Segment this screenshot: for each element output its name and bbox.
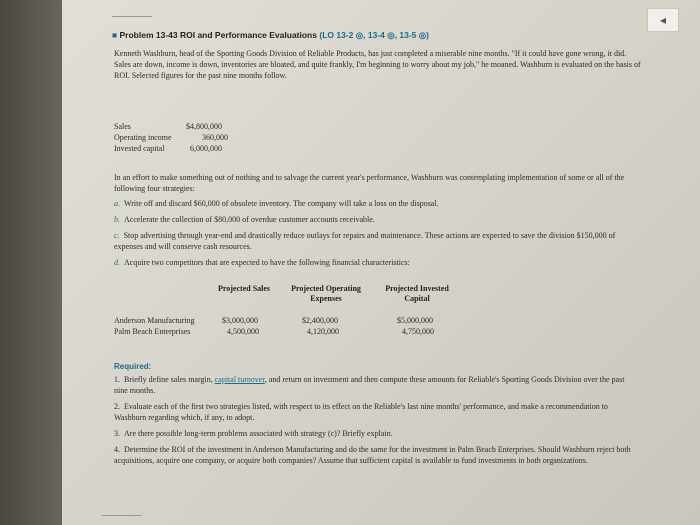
- figure-value: 6,000,000: [190, 144, 222, 153]
- problem-title: Problem 13-43 ROI and Performance Evaluations: [119, 30, 317, 40]
- table-header: Projected Operating Expenses: [291, 284, 361, 303]
- requirement-item: 2. Evaluate each of the first two strategies listed, with respect to its effect on the Reliable's last nine months' performance, and make a recommendation to Washburn regarding which, if any, to adopt.: [114, 402, 608, 422]
- table-row-name: Anderson Manufacturing: [114, 316, 195, 325]
- strategy-item: d. Acquire two competitors that are expected to have the following financial characteristics:: [114, 258, 410, 267]
- requirement-item: 4. Determine the ROI of the investment in Anderson Manufacturing and do the same for the investment in Palm Beach Enterprises. Should Washburn reject both acquisitions, acquire one company, or acquire both companies? Assume that sufficient capital is available to fund investments in both organizations.: [114, 445, 631, 465]
- divider: [102, 515, 142, 516]
- expand-icon[interactable]: ◂: [647, 8, 679, 32]
- figure-value: $4,800,000: [186, 122, 222, 131]
- problem-heading: [112, 30, 429, 41]
- figure-label: Invested capital: [114, 144, 165, 153]
- figure-label: Operating income: [114, 133, 172, 142]
- table-cell: $3,000,000: [222, 316, 258, 325]
- figure-label: Sales: [114, 122, 131, 131]
- table-row-name: Palm Beach Enterprises: [114, 327, 191, 336]
- strategy-item: b. Accelerate the collection of $80,000 of overdue customer accounts receivable.: [114, 215, 375, 224]
- table-cell: $5,000,000: [397, 316, 433, 325]
- capital-turnover-link[interactable]: capital turnover: [214, 375, 265, 384]
- learning-objectives: (LO 13-2 ◎, 13-4 ◎, 13-5 ◎): [319, 30, 430, 40]
- requirement-item: 1. Briefly define sales margin, capital turnover, and return on investment and then compute these amounts for Reliable's Sporting Goods Division over the past nine months.: [114, 375, 625, 395]
- figure-value: 360,000: [202, 133, 228, 142]
- table-cell: 4,750,000: [402, 327, 434, 336]
- table-header: Projected Invested Capital: [385, 284, 449, 303]
- document-page: [62, 0, 700, 525]
- required-heading: Required:: [114, 362, 152, 371]
- strategy-item: a. Write off and discard $60,000 of obsolete inventory. The company will take a loss on the disposal.: [114, 199, 439, 208]
- background-edge: [0, 0, 62, 525]
- intro-paragraph: Kenneth Washburn, head of the Sporting Goods Division of Reliable Products, has just completed a miserable nine months. "If it could have gone wrong, it did. Sales are down, income is down, inventories are bloated, and quite frankly, I'm beginning to worry about my job," he moaned. Washburn is evaluated on the basis of ROI. Selected figures for the past nine months follow.: [114, 49, 641, 80]
- table-cell: $2,400,000: [302, 316, 338, 325]
- bullet-icon: ■: [112, 30, 118, 40]
- strategy-intro: In an effort to make something out of nothing and to salvage the current year's performance, Washburn was contemplating implementation of some or all of the following four strategies:: [114, 173, 625, 193]
- table-header: Projected Sales: [217, 284, 271, 293]
- divider: [112, 16, 152, 17]
- table-cell: 4,120,000: [307, 327, 339, 336]
- requirement-item: 3. Are there possible long-term problems associated with strategy (c)? Briefly explain.: [114, 429, 393, 438]
- table-cell: 4,500,000: [227, 327, 259, 336]
- strategy-item: c. Stop advertising through year-end and drastically reduce outlays for repairs and maintenance. These actions are expected to save the division $150,000 of expenses and will conserve cash resources.: [114, 231, 616, 251]
